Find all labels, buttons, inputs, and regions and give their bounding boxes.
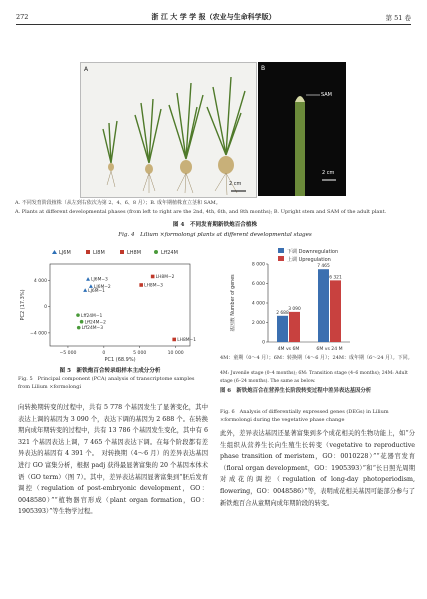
pca-x-tick-label: 5 000 bbox=[133, 351, 147, 356]
pca-x-tick-label: 0 bbox=[102, 351, 106, 356]
bar-legend-label-up: 上调 Upregulation bbox=[287, 257, 331, 263]
bar-y-tick-label: 8 000 bbox=[251, 262, 265, 268]
pca-point bbox=[86, 277, 90, 281]
pca-point bbox=[76, 313, 80, 317]
pca-legend-marker bbox=[120, 250, 124, 254]
body-text-left: 向转换期转变的过程中，共有 5 778 个基因发生了显著变化，其中表达上调的基因为 3 090 个，表达下调的基因为 2 688 个。在转换期向成年期转变的过程中，共有 13 786 个基因发生变化，其中有 6 321 个基因表达上调，7 465 个基因表达下调。在每个阶段都有差异表达的基因有 4 391 个。 对转换期（4～6 月）的差异表达基因进行 GO 富集分析，根据 padj 获得最显著富集的 20 个基因本体术语（GO term）（图 7）。其中，差异表达基因显著富集到“胚后发育调控（regulation of post-embryonic development，GO：0048580）”“植物器官形成（plant organ formation，GO：1905393）”等生物学过程。 bbox=[18, 404, 208, 516]
bar-category-label: 4M vs 6M bbox=[277, 347, 300, 352]
figure5-title-zh: 图 5 新铁炮百合转录组样本主成分分析 bbox=[59, 368, 161, 374]
pca-point-label: LH8M−3 bbox=[144, 283, 163, 289]
bar-up-value: 3 090 bbox=[288, 306, 301, 312]
bar-up bbox=[289, 312, 300, 342]
pca-point-label: Lff24M−3 bbox=[81, 326, 104, 332]
pca-legend-marker bbox=[154, 250, 158, 254]
bar-up-value: 6 321 bbox=[329, 275, 342, 281]
page-number: 272 bbox=[16, 13, 29, 21]
pca-x-label: PC1 (68.9%) bbox=[104, 357, 136, 362]
figure4-caption-zh: A. 不同发育阶段植株（从左到右依次为第 2、4、6、8 月）；B. 成年期植株直立茎和 SAM。 bbox=[15, 200, 221, 206]
bar-category-label: 6M vs 24 M bbox=[316, 347, 343, 352]
pca-point bbox=[83, 288, 87, 292]
pca-x-tick-label: −5 000 bbox=[59, 351, 77, 356]
figure4-scale-b: 2 cm bbox=[322, 170, 335, 176]
journal-name: 浙 江 大 学 学 报（农业与生命科学版） bbox=[151, 12, 276, 21]
pca-point-label: LH8M−2 bbox=[155, 275, 175, 281]
bar-y-tick-label: 0 bbox=[262, 340, 265, 346]
running-header bbox=[16, 10, 411, 25]
pca-point-label: LJ6M−3 bbox=[91, 277, 108, 283]
pca-point-label: Lff24M−1 bbox=[81, 313, 103, 319]
figure6-note-zh: 4M：童期（0～4 月）；6M：转换期（4～6 月）；24M：成年期（6～24 月）。下同。 bbox=[220, 355, 413, 361]
figure4-label-b: B bbox=[261, 65, 266, 72]
bar-legend-marker-down bbox=[278, 248, 284, 253]
figure4-title-zh: 图 4 不同发育期新铁炮百合植株 bbox=[172, 222, 258, 228]
bar-down bbox=[318, 269, 329, 342]
figure4-label-a: A bbox=[84, 66, 89, 73]
pca-legend-label: LI8M bbox=[93, 250, 105, 256]
pca-y-tick-label: 0 bbox=[44, 305, 47, 311]
pca-legend-label: Lff24M bbox=[161, 250, 178, 256]
figure4-scale-a: 2 cm bbox=[229, 181, 242, 187]
pca-point bbox=[139, 283, 143, 287]
pca-legend-marker bbox=[86, 250, 90, 254]
pca-point bbox=[172, 338, 176, 342]
pca-point-label: LJ6M−1 bbox=[88, 288, 105, 294]
pca-point bbox=[80, 320, 84, 324]
pca-point-label: Lff24M−2 bbox=[84, 320, 106, 326]
figure4-photo-a bbox=[80, 62, 257, 198]
bar-up bbox=[330, 280, 341, 342]
bar-legend-label-down: 下调 Downregulation bbox=[287, 249, 339, 255]
body-text-right: 此外，差异表达基因还显著富集到多个成花相关的生物功能上，如“分生组织从营养生长向生殖生长转变（vegetative to reproductive phase transition of meristem，GO：0010228）”“花器官发育（floral organ development，GO：1905393）”和“长日照光周期对成花的调控（regulation of long-day photoperiodism, flowering，GO：0048586）”等，表明成花相关基因可能部分参与了新铁炮百合从童期向成年期阶段的转变。 bbox=[220, 430, 415, 507]
pca-legend-label: LH8M bbox=[127, 250, 142, 256]
figure5-title-en: Fig. 5 Principal component (PCA) analysis of transcriptome samples from Lilium ×formolongi bbox=[18, 376, 195, 390]
pca-point bbox=[77, 326, 81, 330]
volume-label: 第 51 卷 bbox=[385, 14, 411, 22]
pca-legend-marker bbox=[52, 250, 57, 254]
figure4-photo-b bbox=[258, 62, 346, 196]
bar-down-value: 2 688 bbox=[276, 310, 289, 316]
bar-y-tick-label: 6 000 bbox=[251, 282, 265, 288]
pca-point-label: LJ6M−2 bbox=[93, 284, 111, 290]
figure6-title-en: Fig. 6 Analysis of differentially expressed genes (DEGs) in Lilium ×formolongi during the vegetative phase change bbox=[220, 409, 389, 423]
figure6-note-en: 4M: Juvenile stage (0–4 months); 6M: Transition stage (4–6 months); 24M: Adult stage (6–24 months). The same as below. bbox=[220, 371, 408, 384]
pca-x-tick-label: 10 000 bbox=[167, 351, 184, 356]
pca-legend-label: LJ6M bbox=[59, 250, 71, 256]
bar-down bbox=[277, 316, 288, 342]
pca-y-label: PC2 (17.3%) bbox=[20, 289, 26, 321]
pca-y-tick-label: 4 000 bbox=[33, 279, 47, 284]
pca-point-label: LH8M−1 bbox=[177, 338, 197, 344]
bar-down-value: 7 465 bbox=[317, 264, 330, 270]
bar-legend-marker-up bbox=[278, 256, 284, 261]
bar-y-label: 基因数 Number of genes bbox=[231, 274, 236, 332]
sam-label: SAM bbox=[321, 92, 333, 98]
figure4-title-en: Fig. 4 Lilium ×formolongi plants at different developmental stages bbox=[118, 232, 312, 238]
pca-y-tick-label: −4 000 bbox=[29, 331, 47, 337]
pca-point bbox=[89, 284, 93, 288]
figure6-title-zh: 图 6 新铁炮百合在营养生长阶段转变过程中差异表达基因分析 bbox=[220, 388, 372, 394]
figure5-pca-chart bbox=[18, 244, 198, 362]
pca-point bbox=[151, 275, 155, 279]
bar-y-tick-label: 4 000 bbox=[251, 301, 265, 307]
figure6-bar-chart bbox=[220, 244, 415, 354]
bar-y-tick-label: 2 000 bbox=[251, 321, 265, 327]
figure4-caption-en: A. Plants at different developmental phases (from left to right are the 2nd, 4th, 6th, and 8th months); B. Upright stem and SAM of the adult plant. bbox=[15, 209, 387, 215]
